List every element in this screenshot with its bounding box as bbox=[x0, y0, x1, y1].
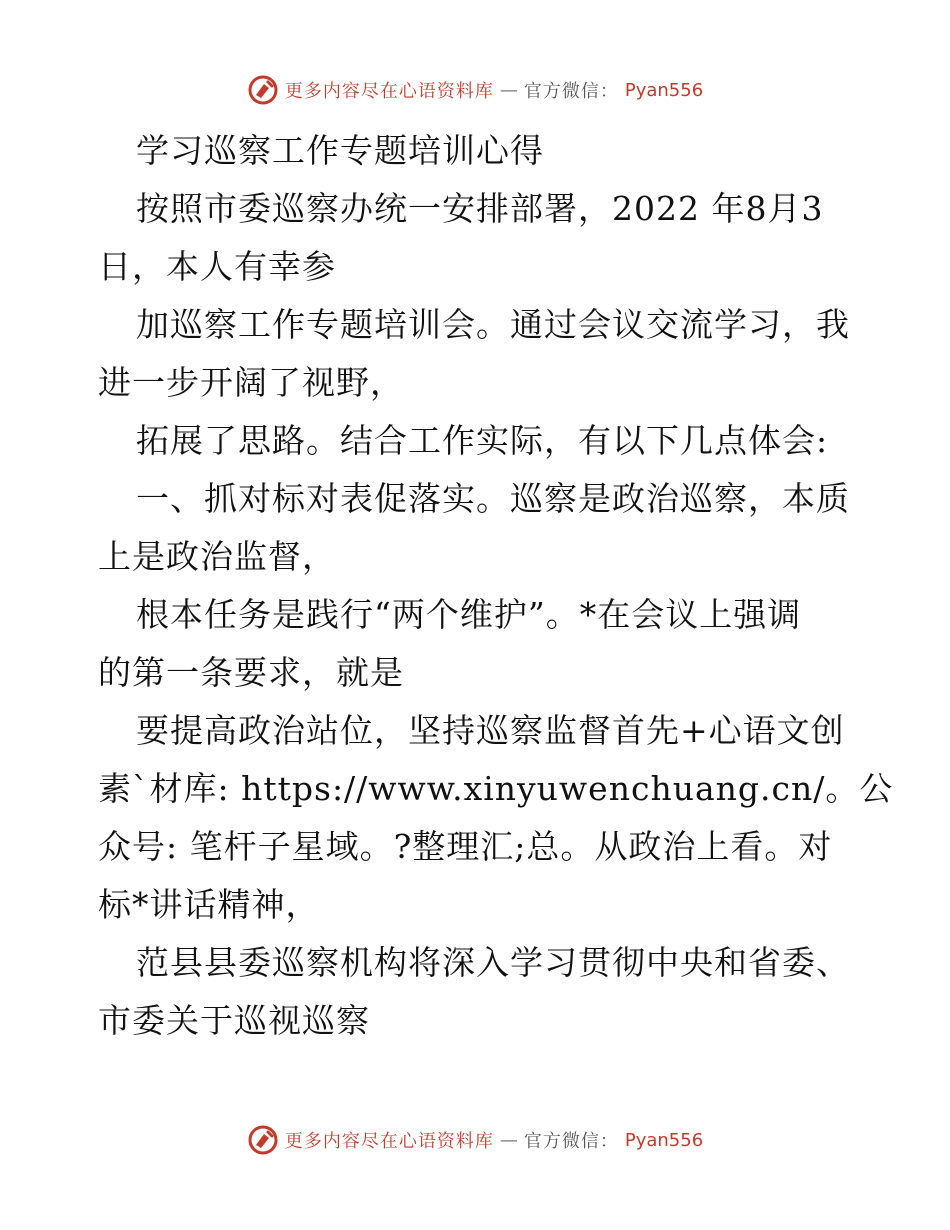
footer-banner bbox=[0, 1120, 950, 1160]
document-line: 众号: 笔杆子星域。?整理汇;总。从政治上看。对 bbox=[98, 827, 833, 866]
document-line: 加巡察工作专题培训会。通过会议交流学习，我 bbox=[136, 305, 850, 344]
document-line: 标*讲话精神， bbox=[98, 885, 320, 924]
header-banner bbox=[0, 70, 950, 110]
document-line: 拓展了思路。结合工作实际，有以下几点体会: bbox=[136, 421, 829, 460]
document-line: 按照市委巡察办统一安排部署，2022 年8月3 bbox=[136, 189, 824, 228]
document-line: 范县县委巡察机构将深入学习贯彻中央和省委、 bbox=[136, 943, 850, 982]
banner-separator: — bbox=[499, 1129, 518, 1151]
document-line: 要提高政治站位，坚持巡察监督首先+心语文创 bbox=[136, 711, 845, 750]
banner-wechat-id: Pyan556 bbox=[624, 1129, 704, 1151]
document-body bbox=[98, 122, 894, 1050]
document-line: 素`材库: https://www.xinyuwenchuang.cn/。公 bbox=[98, 769, 894, 808]
document-title: 学习巡察工作专题培训心得 bbox=[136, 131, 544, 170]
brand-logo-icon bbox=[247, 74, 279, 106]
document-line: 根本任务是践行“两个维护”。*在会议上强调 bbox=[136, 595, 802, 634]
document-line: 日，本人有幸参 bbox=[98, 247, 336, 286]
banner-site-text: 更多内容尽在心语资料库 bbox=[284, 1131, 494, 1152]
document-line: 进一步开阔了视野， bbox=[98, 363, 404, 402]
document-line: 的第一条要求，就是 bbox=[98, 653, 404, 692]
brand-logo-icon bbox=[247, 1124, 279, 1156]
document-line: 市委关于巡视巡察 bbox=[98, 1001, 370, 1040]
banner-wechat-label: 官方微信： bbox=[523, 81, 619, 102]
document-line: 上是政治监督， bbox=[98, 537, 336, 576]
document-line: 一、抓对标对表促落实。巡察是政治巡察，本质 bbox=[136, 479, 850, 518]
banner-wechat-label: 官方微信： bbox=[523, 1131, 619, 1152]
banner-wechat-id: Pyan556 bbox=[624, 79, 704, 101]
banner-separator: — bbox=[499, 79, 518, 101]
banner-site-text: 更多内容尽在心语资料库 bbox=[284, 81, 494, 102]
